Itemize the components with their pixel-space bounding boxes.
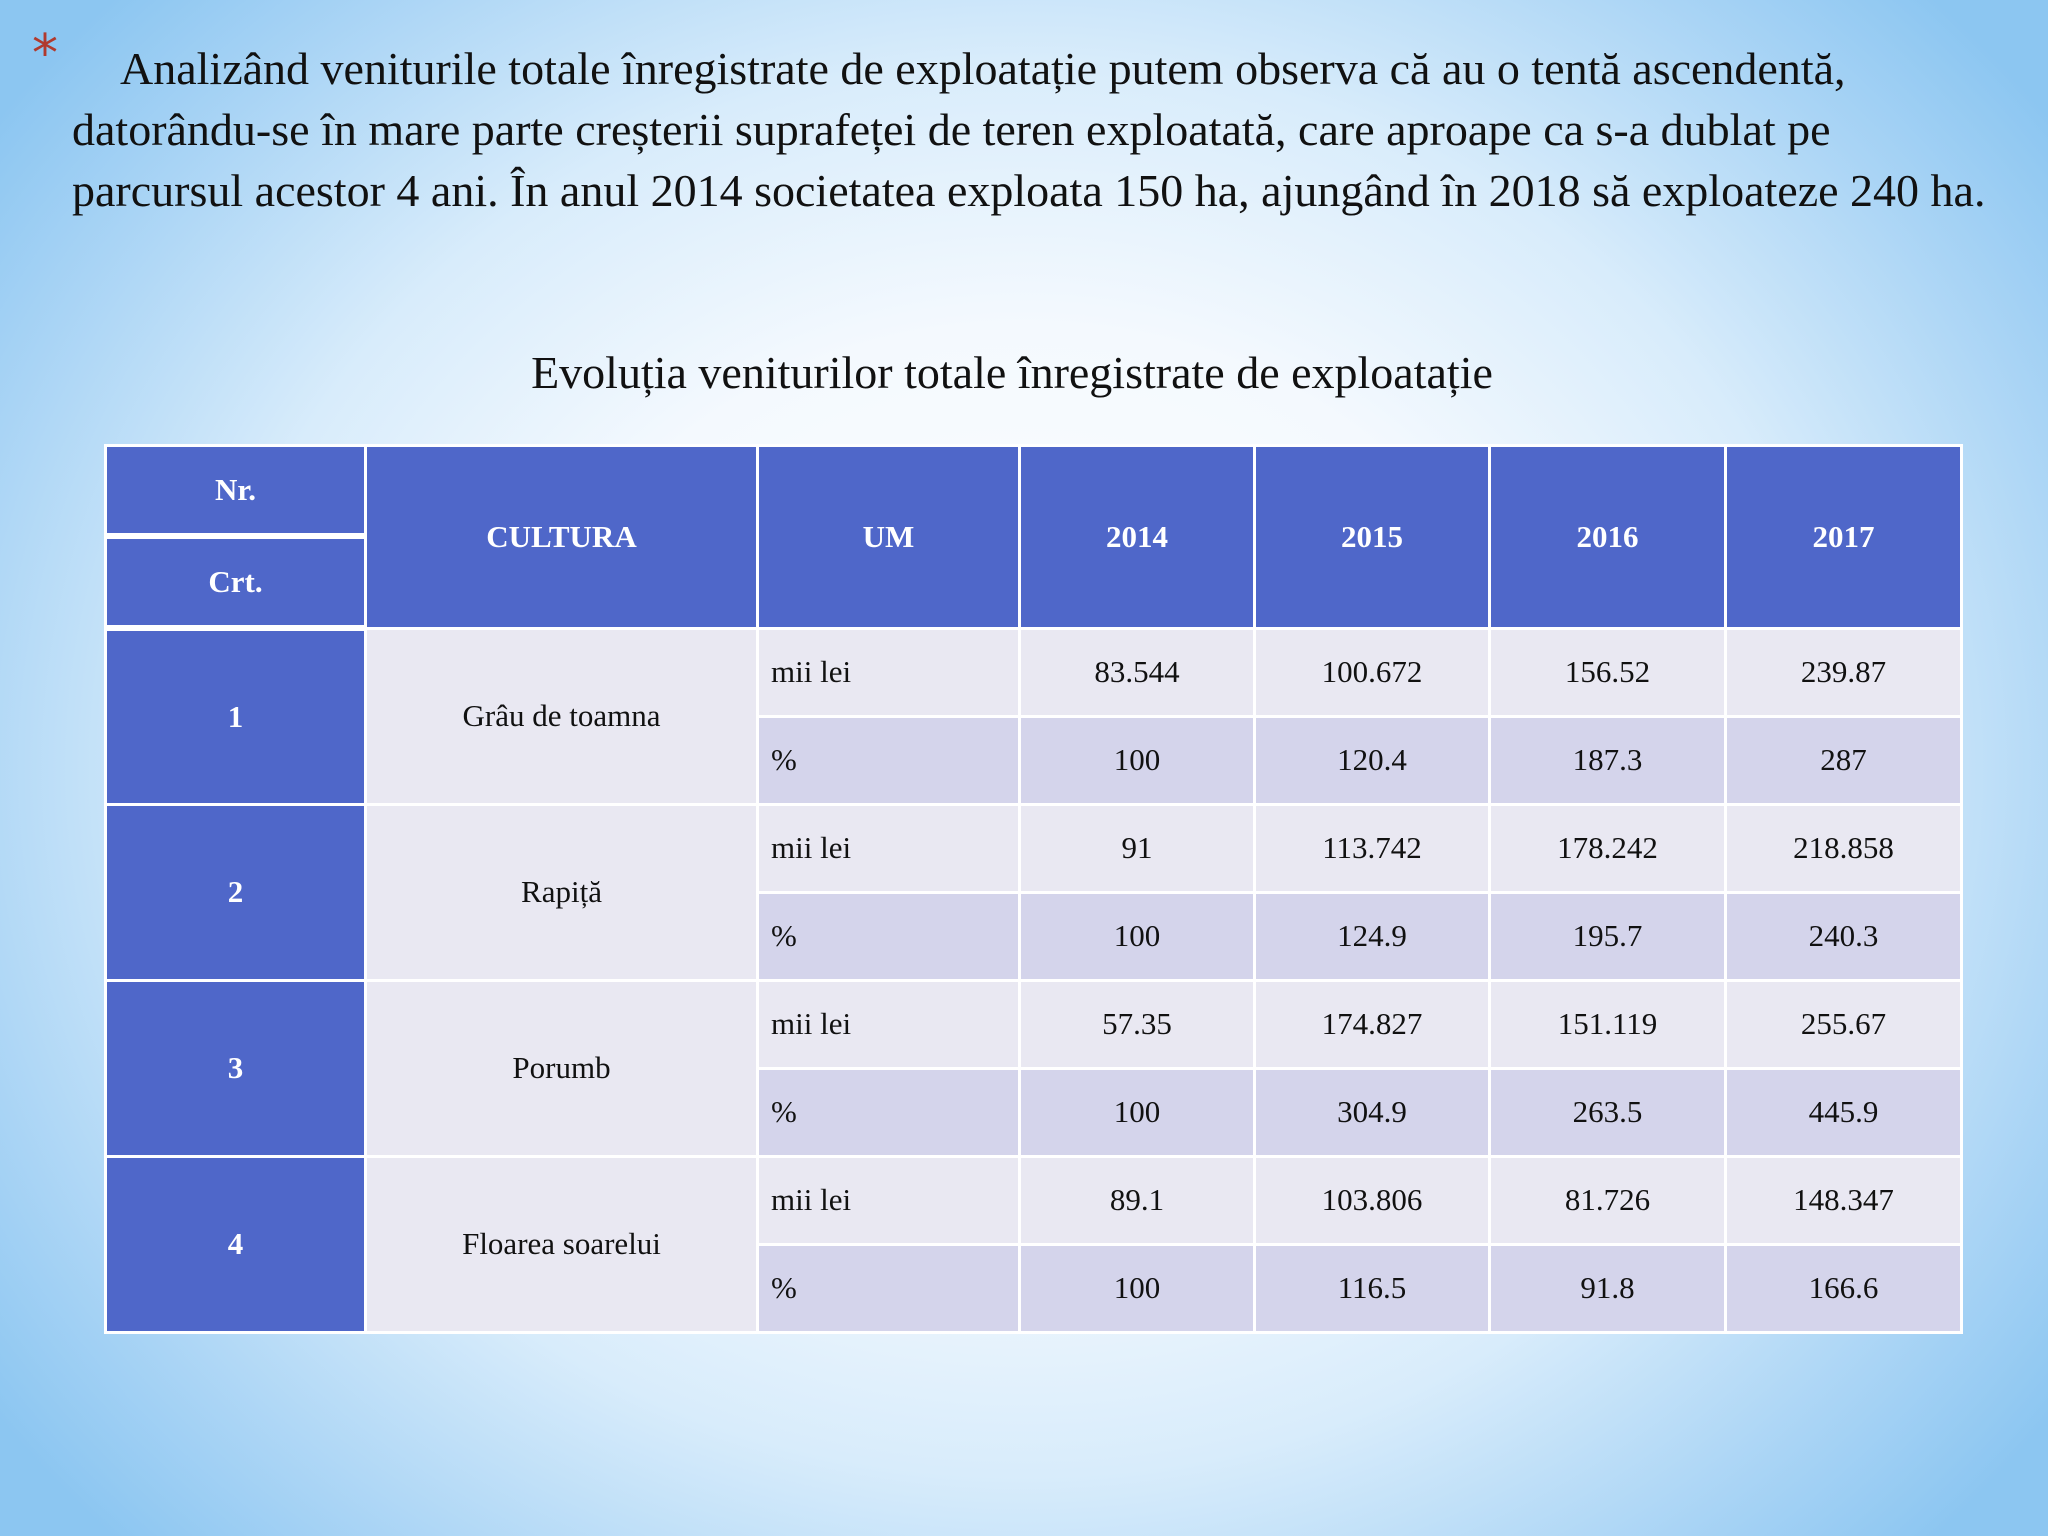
- header-crt: Crt.: [106, 536, 366, 628]
- header-year-2014: 2014: [1020, 446, 1255, 629]
- value-cell: 91.8: [1490, 1244, 1726, 1332]
- intro-paragraph: Analizând veniturile totale înregistrate de exploatație putem observa că au o tentă ascendentă, datorându-se în mare parte creșterii suprafeței de teren exploatată, care aproape ca s-a dublat pe parcursul acestor 4 ani. În anul 2014 societatea exploata 150 ha, ajungând în 2018 să exploateze 240 ha.: [72, 43, 1986, 216]
- value-cell: 120.4: [1255, 716, 1490, 804]
- value-cell: 187.3: [1490, 716, 1726, 804]
- value-cell: 83.544: [1020, 628, 1255, 716]
- crop-name: Floarea soarelui: [366, 1156, 758, 1332]
- row-number: 4: [106, 1156, 366, 1332]
- row-number: 3: [106, 980, 366, 1156]
- table-title-text: Evoluția veniturilor totale înregistrate de exploatație: [531, 347, 1493, 398]
- table-row: [106, 628, 1962, 716]
- value-cell: 100.672: [1255, 628, 1490, 716]
- table-title: [0, 346, 2048, 399]
- row-number: 2: [106, 804, 366, 980]
- header-cultura: CULTURA: [366, 446, 758, 629]
- unit-cell: mii lei: [758, 980, 1020, 1068]
- unit-cell: mii lei: [758, 804, 1020, 892]
- header-row: [106, 446, 1962, 537]
- value-cell: 113.742: [1255, 804, 1490, 892]
- bullet-asterisk-icon: *: [32, 24, 58, 84]
- value-cell: 148.347: [1726, 1156, 1962, 1244]
- value-cell: 178.242: [1490, 804, 1726, 892]
- table-row: [106, 980, 1962, 1068]
- value-cell: 174.827: [1255, 980, 1490, 1068]
- unit-cell: %: [758, 716, 1020, 804]
- value-cell: 166.6: [1726, 1244, 1962, 1332]
- header-nr: Nr.: [106, 446, 366, 537]
- table-row: [106, 1156, 1962, 1244]
- revenue-table: [104, 444, 1963, 1334]
- value-cell: 89.1: [1020, 1156, 1255, 1244]
- crop-name: Rapiță: [366, 804, 758, 980]
- crop-name: Porumb: [366, 980, 758, 1156]
- value-cell: 263.5: [1490, 1068, 1726, 1156]
- value-cell: 445.9: [1726, 1068, 1962, 1156]
- value-cell: 124.9: [1255, 892, 1490, 980]
- header-um: UM: [758, 446, 1020, 629]
- value-cell: 151.119: [1490, 980, 1726, 1068]
- value-cell: 156.52: [1490, 628, 1726, 716]
- value-cell: 100: [1020, 716, 1255, 804]
- header-year-2016: 2016: [1490, 446, 1726, 629]
- header-year-2017: 2017: [1726, 446, 1962, 629]
- value-cell: 240.3: [1726, 892, 1962, 980]
- value-cell: 100: [1020, 1068, 1255, 1156]
- value-cell: 304.9: [1255, 1068, 1490, 1156]
- value-cell: 218.858: [1726, 804, 1962, 892]
- value-cell: 91: [1020, 804, 1255, 892]
- value-cell: 195.7: [1490, 892, 1726, 980]
- table-row: [106, 804, 1962, 892]
- value-cell: 103.806: [1255, 1156, 1490, 1244]
- value-cell: 81.726: [1490, 1156, 1726, 1244]
- unit-cell: %: [758, 892, 1020, 980]
- unit-cell: %: [758, 1068, 1020, 1156]
- unit-cell: mii lei: [758, 628, 1020, 716]
- value-cell: 116.5: [1255, 1244, 1490, 1332]
- unit-cell: %: [758, 1244, 1020, 1332]
- value-cell: 57.35: [1020, 980, 1255, 1068]
- value-cell: 255.67: [1726, 980, 1962, 1068]
- value-cell: 239.87: [1726, 628, 1962, 716]
- row-number: 1: [106, 628, 366, 804]
- value-cell: 100: [1020, 1244, 1255, 1332]
- value-cell: 287: [1726, 716, 1962, 804]
- unit-cell: mii lei: [758, 1156, 1020, 1244]
- crop-name: Grâu de toamna: [366, 628, 758, 804]
- value-cell: 100: [1020, 892, 1255, 980]
- header-year-2015: 2015: [1255, 446, 1490, 629]
